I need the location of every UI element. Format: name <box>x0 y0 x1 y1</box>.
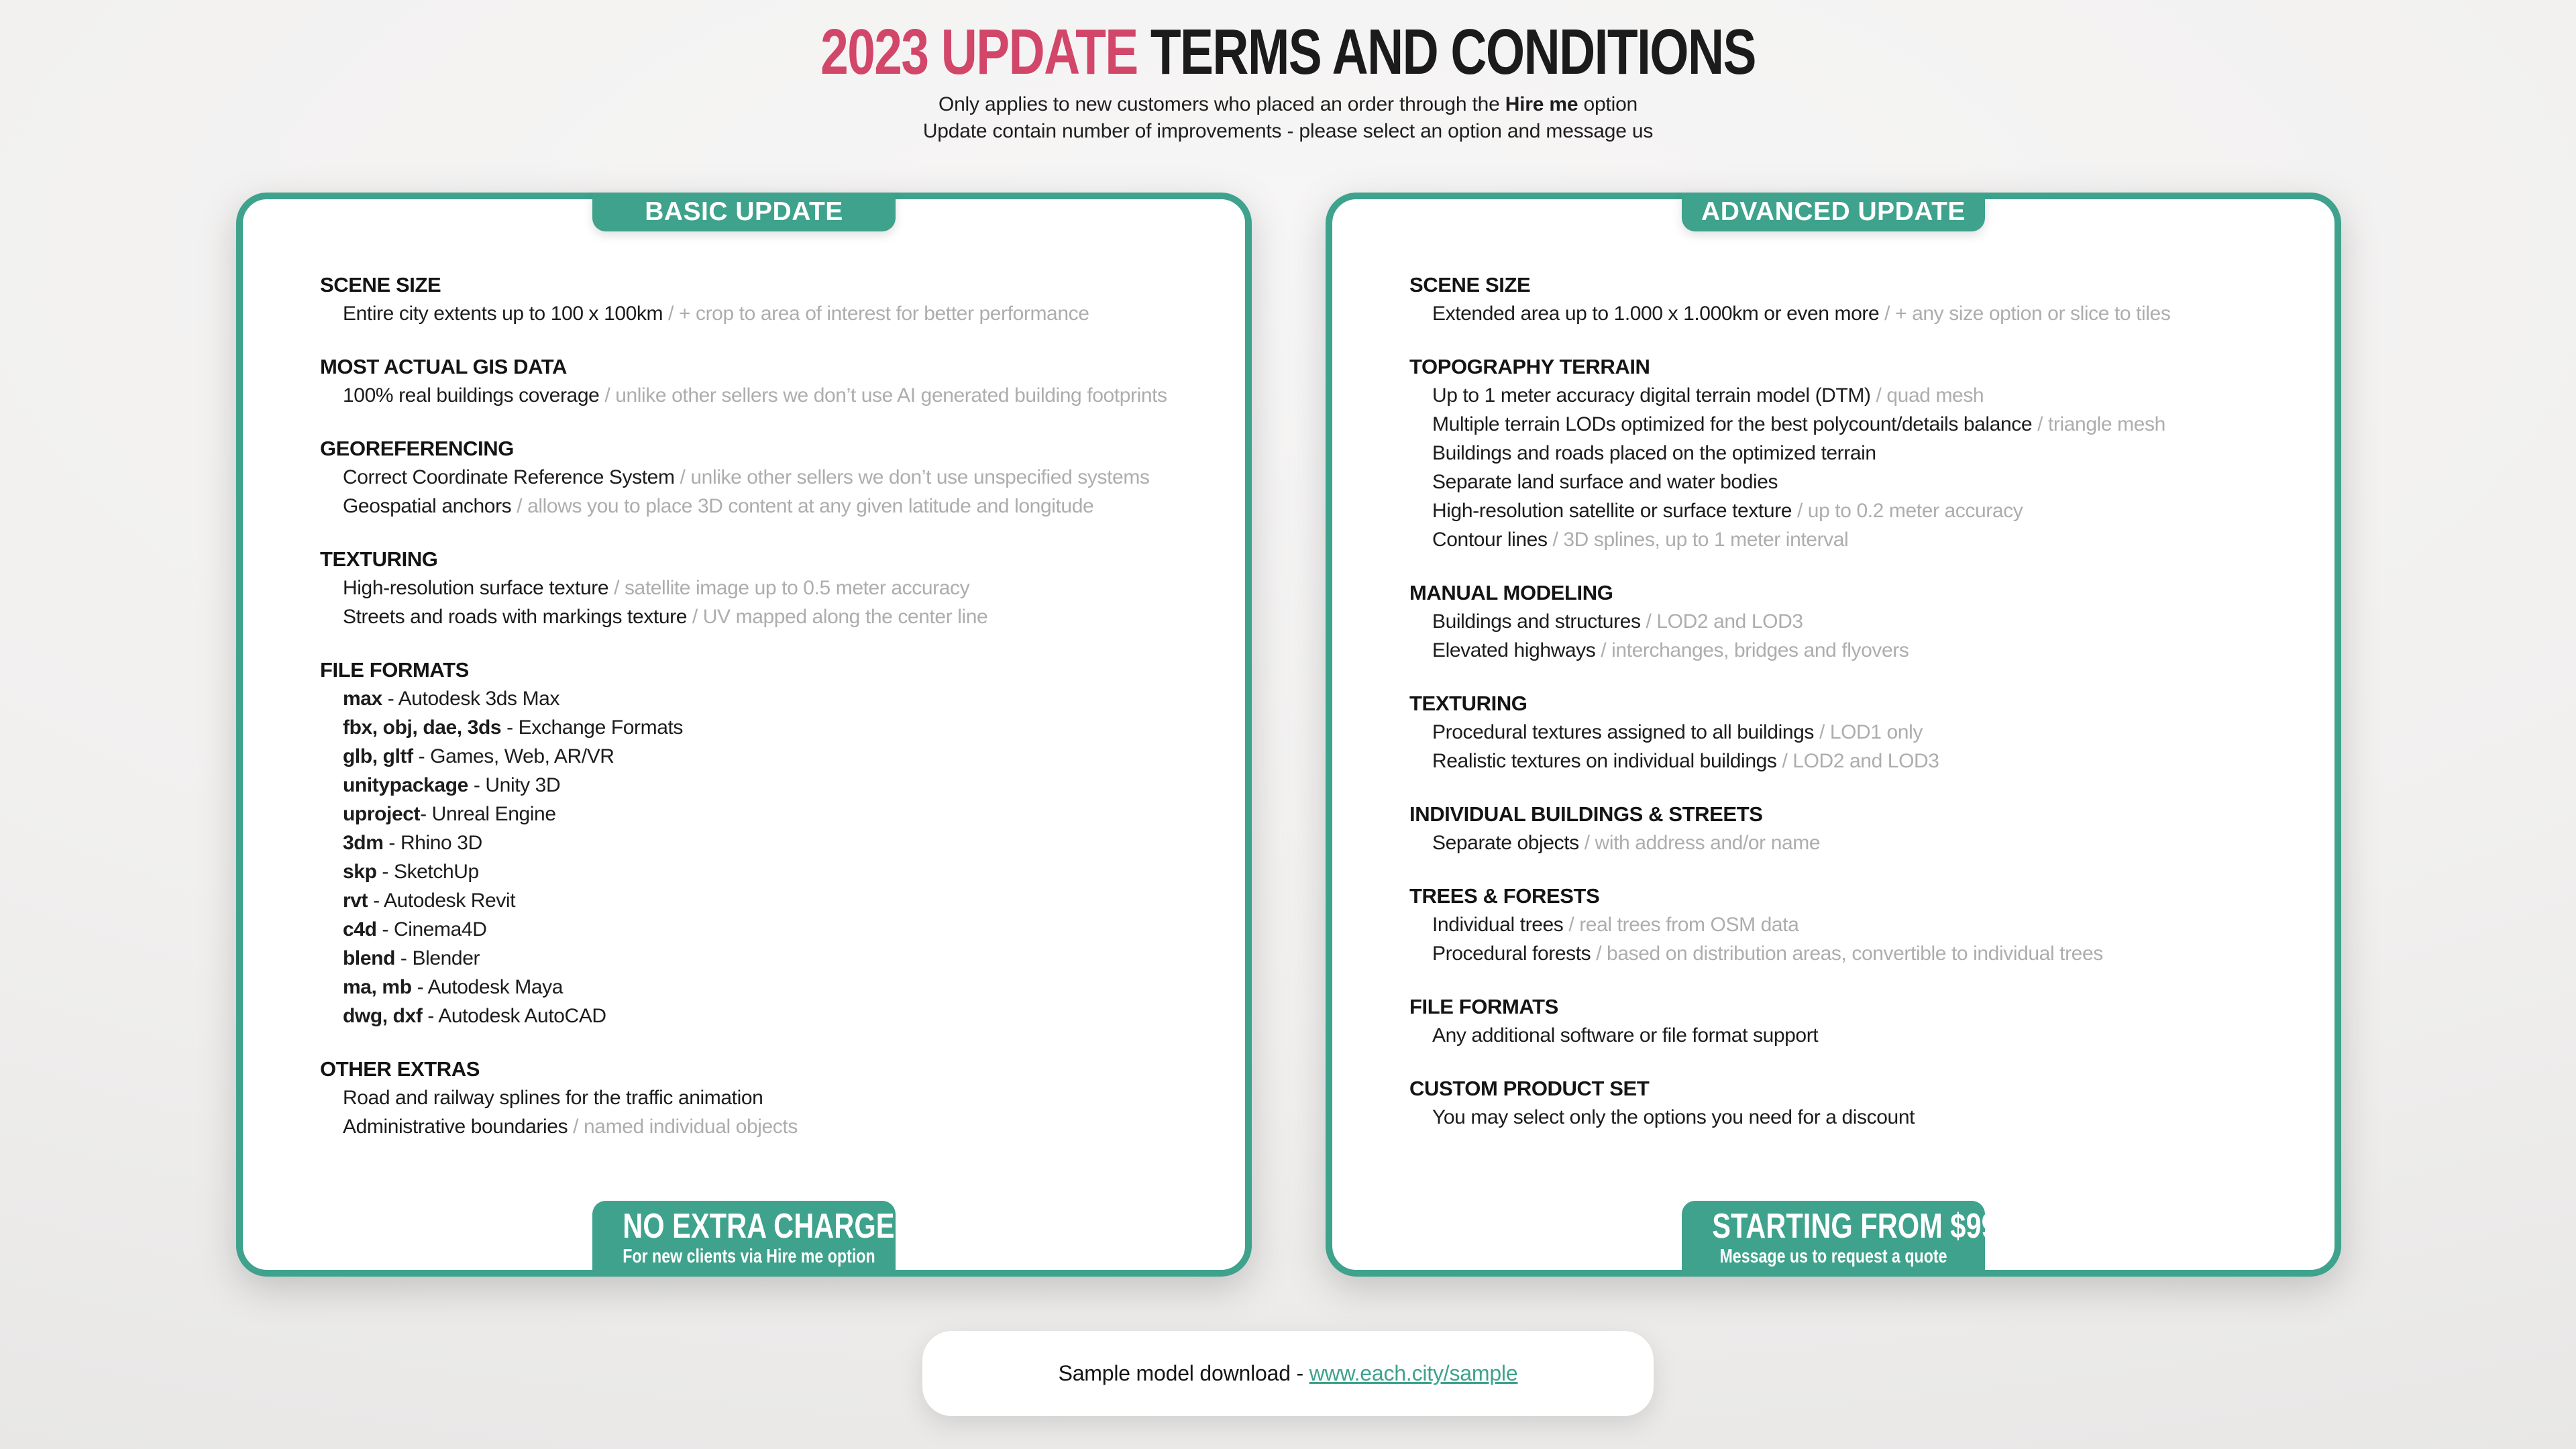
feature-item <box>320 973 1225 1002</box>
feature-text: 100% real buildings coverage <box>343 384 605 407</box>
feature-section <box>320 270 1225 328</box>
header <box>0 0 2576 145</box>
feature-term: unitypackage <box>343 774 468 796</box>
feature-text: Administrative boundaries <box>343 1116 574 1138</box>
feature-section <box>320 352 1225 410</box>
feature-item <box>320 857 1225 886</box>
feature-item <box>320 602 1225 631</box>
feature-item <box>320 828 1225 857</box>
feature-note: / with address and/or name <box>1584 832 1821 854</box>
feature-note: / allows you to place 3D content at any given latitude and longitude <box>517 495 1094 517</box>
feature-item <box>320 1002 1225 1030</box>
feature-text: - Autodesk Maya <box>411 976 564 998</box>
sample-download-link[interactable]: www.each.city/sample <box>1309 1361 1518 1385</box>
feature-term: max <box>343 688 382 710</box>
feature-text: Any additional software or file format support <box>1432 1024 1819 1046</box>
feature-item <box>320 1112 1225 1141</box>
feature-note: / unlike other sellers we don’t use unspecified systems <box>680 466 1150 488</box>
feature-term: uproject <box>343 803 421 825</box>
feature-text: - Exchange Formats <box>501 716 684 739</box>
feature-term: dwg, dxf <box>343 1005 423 1027</box>
feature-text: - Autodesk AutoCAD <box>422 1005 606 1027</box>
tab-advanced-update-label: ADVANCED UPDATE <box>1701 197 1966 226</box>
sample-download-card <box>922 1331 1654 1416</box>
feature-item <box>1409 910 2314 939</box>
feature-item <box>320 299 1225 328</box>
feature-text: Extended area up to 1.000 x 1.000km or even more <box>1432 303 1885 325</box>
feature-term: skp <box>343 861 377 883</box>
feature-text: Buildings and structures <box>1432 610 1646 633</box>
feature-section <box>1409 689 2314 775</box>
feature-item <box>320 713 1225 742</box>
feature-note: / LOD2 and LOD3 <box>1646 610 1803 633</box>
feature-text: - Games, Web, AR/VR <box>413 745 614 767</box>
feature-note: / real trees from OSM data <box>1568 914 1799 936</box>
feature-text: High-resolution satellite or surface texture <box>1432 500 1797 522</box>
feature-text: - Cinema4D <box>376 918 487 941</box>
feature-text: Multiple terrain LODs optimized for the best polycount/details balance <box>1432 413 2038 435</box>
feature-item <box>320 463 1225 492</box>
feature-note: / based on distribution areas, convertible to individual trees <box>1596 943 2103 965</box>
feature-text: - Unity 3D <box>468 774 561 796</box>
title-accent: 2023 UPDATE <box>820 16 1138 88</box>
feature-item <box>1409 496 2314 525</box>
feature-text: Entire city extents up to 100 x 100km <box>343 303 669 325</box>
section-title: GEOREFERENCING <box>320 437 514 460</box>
feature-item <box>1409 1103 2314 1132</box>
sample-download-label: Sample model download - <box>1058 1361 1309 1385</box>
feature-item <box>320 492 1225 521</box>
tab-basic-update[interactable] <box>592 193 896 231</box>
section-title: FILE FORMATS <box>320 658 469 682</box>
feature-text: - Blender <box>395 947 480 969</box>
feature-text: Individual trees <box>1432 914 1569 936</box>
tab-advanced-update[interactable] <box>1682 193 1985 231</box>
basic-sections <box>320 270 1225 1165</box>
feature-section <box>1409 1074 2314 1132</box>
feature-note: / quad mesh <box>1876 384 1984 407</box>
feature-note: / unlike other sellers we don’t use AI generated building footprints <box>604 384 1167 407</box>
feature-item <box>320 684 1225 713</box>
feature-note: / LOD2 and LOD3 <box>1782 750 1939 772</box>
feature-text: Elevated highways <box>1432 639 1601 661</box>
feature-item <box>1409 718 2314 747</box>
feature-item <box>320 1083 1225 1112</box>
feature-text: - SketchUp <box>376 861 479 883</box>
feature-text: - Autodesk Revit <box>368 890 516 912</box>
feature-item <box>320 915 1225 944</box>
feature-note: / LOD1 only <box>1819 721 1923 743</box>
panel-advanced-update <box>1326 193 2341 1277</box>
feature-item <box>1409 381 2314 410</box>
feature-text: Procedural textures assigned to all buildings <box>1432 721 1819 743</box>
feature-item <box>320 771 1225 800</box>
feature-note: / interchanges, bridges and flyovers <box>1601 639 1909 661</box>
feature-section <box>1409 578 2314 665</box>
section-title: OTHER EXTRAS <box>320 1057 480 1081</box>
feature-text: Buildings and roads placed on the optimized terrain <box>1432 442 1876 464</box>
feature-text: Separate land surface and water bodies <box>1432 471 1778 493</box>
feature-text: Geospatial anchors <box>343 495 517 517</box>
feature-term: 3dm <box>343 832 384 854</box>
feature-text: Road and railway splines for the traffic animation <box>343 1087 763 1109</box>
feature-item <box>320 800 1225 828</box>
feature-section <box>320 434 1225 521</box>
feature-item <box>320 574 1225 602</box>
subtitle-hire-me: Hire me <box>1505 93 1578 115</box>
price-tab-advanced-subtitle: Message us to request a quote <box>1719 1246 1947 1267</box>
price-tab-advanced-title: STARTING FROM $99 <box>1712 1207 1997 1246</box>
feature-section <box>320 655 1225 1030</box>
feature-section <box>320 545 1225 631</box>
feature-item <box>320 886 1225 915</box>
section-title: TOPOGRAPHY TERRAIN <box>1409 355 1650 378</box>
feature-note: / UV mapped along the center line <box>692 606 988 628</box>
feature-item <box>1409 468 2314 496</box>
feature-term: fbx, obj, dae, 3ds <box>343 716 502 739</box>
feature-section <box>1409 800 2314 857</box>
feature-note: / named individual objects <box>573 1116 798 1138</box>
feature-note: / up to 0.2 meter accuracy <box>1796 500 2023 522</box>
feature-section <box>1409 270 2314 328</box>
feature-note: / satellite image up to 0.5 meter accuracy <box>614 577 970 599</box>
price-tab-basic[interactable] <box>592 1201 896 1277</box>
feature-section <box>320 1055 1225 1141</box>
feature-text: You may select only the options you need for a discount <box>1432 1106 1915 1128</box>
feature-text: - Unreal Engine <box>420 803 556 825</box>
feature-item <box>1409 299 2314 328</box>
price-tab-basic-subtitle: For new clients via Hire me option <box>623 1246 875 1267</box>
section-title: TREES & FORESTS <box>1409 884 1600 908</box>
feature-term: blend <box>343 947 395 969</box>
feature-text: Contour lines <box>1432 529 1553 551</box>
feature-term: glb, gltf <box>343 745 413 767</box>
subtitle-suffix: option <box>1578 93 1638 115</box>
feature-text: - Rhino 3D <box>383 832 482 854</box>
section-title: MANUAL MODELING <box>1409 581 1613 604</box>
feature-item <box>1409 410 2314 439</box>
feature-note: / 3D splines, up to 1 meter interval <box>1552 529 1849 551</box>
section-title: TEXTURING <box>1409 692 1527 715</box>
price-tab-basic-title: NO EXTRA CHARGE <box>623 1207 895 1246</box>
advanced-sections <box>1409 270 2314 1156</box>
price-tab-advanced[interactable] <box>1682 1201 1997 1277</box>
section-title: INDIVIDUAL BUILDINGS & STREETS <box>1409 802 1763 826</box>
feature-term: rvt <box>343 890 368 912</box>
section-title: TEXTURING <box>320 547 438 571</box>
subtitle-line-2: Update contain number of improvements - please select an option and message us <box>922 120 1654 142</box>
feature-item <box>320 742 1225 771</box>
feature-section <box>1409 881 2314 968</box>
feature-note: / triangle mesh <box>2037 413 2165 435</box>
section-title: SCENE SIZE <box>1409 273 1531 297</box>
feature-item <box>1409 1021 2314 1050</box>
feature-text: - Autodesk 3ds Max <box>382 688 560 710</box>
feature-text: Procedural forests <box>1432 943 1597 965</box>
feature-item <box>1409 636 2314 665</box>
section-title: CUSTOM PRODUCT SET <box>1409 1077 1650 1100</box>
feature-section <box>1409 352 2314 554</box>
feature-note: / + any size option or slice to tiles <box>1884 303 2171 325</box>
subtitle-line-1 <box>0 91 2576 118</box>
section-title: FILE FORMATS <box>1409 995 1558 1018</box>
feature-item <box>1409 939 2314 968</box>
feature-text: High-resolution surface texture <box>343 577 614 599</box>
feature-text: Correct Coordinate Reference System <box>343 466 680 488</box>
feature-term: ma, mb <box>343 976 412 998</box>
page-title <box>283 17 2292 87</box>
feature-note: / + crop to area of interest for better performance <box>668 303 1089 325</box>
feature-item <box>1409 607 2314 636</box>
feature-text: Streets and roads with markings texture <box>343 606 692 628</box>
feature-term: c4d <box>343 918 377 941</box>
feature-text: Realistic textures on individual buildings <box>1432 750 1782 772</box>
feature-text: Separate objects <box>1432 832 1585 854</box>
feature-item <box>320 944 1225 973</box>
feature-item <box>1409 525 2314 554</box>
section-title: MOST ACTUAL GIS DATA <box>320 355 567 378</box>
panel-basic-update <box>236 193 1252 1277</box>
title-rest: TERMS AND CONDITIONS <box>1150 16 1756 88</box>
feature-item <box>1409 828 2314 857</box>
subtitle-prefix: Only applies to new customers who placed an order through the <box>938 93 1505 115</box>
feature-item <box>1409 439 2314 468</box>
feature-item <box>1409 747 2314 775</box>
feature-text: Up to 1 meter accuracy digital terrain model (DTM) <box>1432 384 1876 407</box>
section-title: SCENE SIZE <box>320 273 441 297</box>
tab-basic-update-label: BASIC UPDATE <box>645 197 843 226</box>
feature-item <box>320 381 1225 410</box>
feature-section <box>1409 992 2314 1050</box>
